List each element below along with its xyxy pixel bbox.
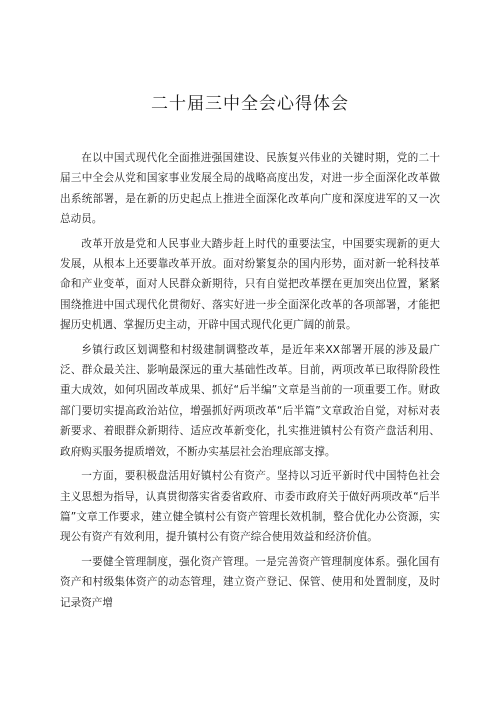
document-title: 二十届三中全会心得体会 — [151, 94, 349, 114]
document-body — [60, 148, 440, 613]
paragraph: 乡镇行政区划调整和村级建制调整改革，是近年来XX部署开展的涉及最广泛、群众最关注、影响最深远的重大基础性改革。目前，两项改革已取得阶段性重大成效，如何巩固改革成果、抓好“后半编”文章是当前的一项重要工作。财政部门要切实提高政治站位，增强抓好两项改革“后半篇”文章政治自觉，对标对表新要求、着眼群众新期待、适应改革新变化，扎实推进镇村公有资产盘活利用、政府购买服务提质增效，不断办实基层社会治理底部支撑。 — [60, 343, 440, 458]
paragraph: 在以中国式现代化全面推进强国建设、民族复兴伟业的关键时期，党的二十届三中全会从党和国家事业发展全局的战略高度出发，对进一步全面深化改革做出系统部署，是在新的历史起点上推进全面深化改革向广度和深度进军的又一次总动员。 — [60, 152, 440, 226]
paragraph: 改革开放是党和人民事业大踏步赶上时代的重要法宝，中国要实现新的更大发展，从根本上还要靠改革开放。面对纷繁复杂的国内形势，面对新一轮科技革命和产业变革，面对人民群众新期待，只有自觉把改革摆在更加突出位置，紧紧围绕推进中国式现代化贯彻好、落实好进一步全面深化改革的各项部署，才能把握历史机遇、掌握历史主动，开辟中国式现代化更广阔的前景。 — [60, 237, 440, 332]
paragraph: 一要健全管理制度，强化资产管理。一是完善资产管理制度体系。强化国有资产和村级集体资产的动态管理，建立资产登记、保管、使用和处置制度，及时记录资产增 — [60, 555, 440, 609]
paragraph: 一方面，要积极盘活用好镇村公有资产。坚持以习近平新时代中国特色社会主义思想为指导，认真贯彻落实省委省政府、市委市政府关于做好两项改革“后半篇”文章工作要求，建立健全镇村公有资产管理长效机制，整合优化办公资源，实现公有资产有效利用，提升镇村公有资产综合使用效益和经济价值。 — [60, 470, 440, 544]
